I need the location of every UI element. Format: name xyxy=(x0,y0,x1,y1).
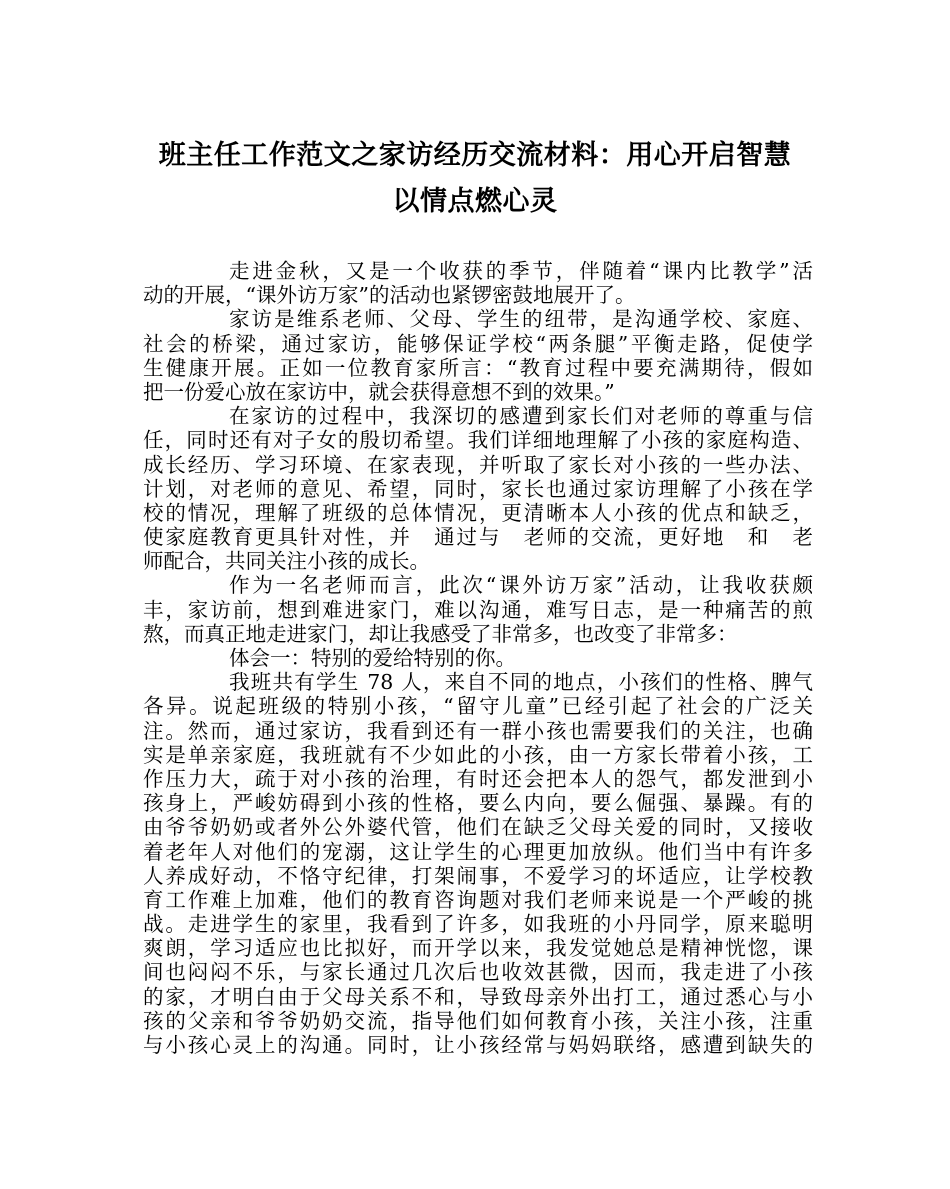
text-line: 丰，家访前，想到难进家门，难以沟通，难写日志，是一种痛苦的煎 xyxy=(143,597,813,622)
text-line: 熬，而真正地走进家门，却让我感受了非常多，也改变了非常多： xyxy=(143,621,738,646)
text-line: 与小孩心灵上的沟通。同时，让小孩经常与妈妈联络，感遭到缺失的 xyxy=(143,1033,813,1057)
text-line: 作压力大，疏于对小孩的治理，有时还会把本人的怨气，都发泄到小 xyxy=(143,766,813,791)
text-line: 计划，对老师的意见、希望，同时，家长也通过家访理解了小孩在学 xyxy=(143,476,813,501)
text-line: 任，同时还有对子女的殷切希望。我们详细地理解了小孩的家庭构造、 xyxy=(143,428,813,453)
text-line: 人养成好动，不恪守纪律，打架闹事，不爱学习的坏适应，让学校教 xyxy=(143,863,813,888)
text-line: 爽朗，学习适应也比拟好，而开学以来，我发觉她总是精神恍惚，课 xyxy=(143,936,813,961)
text-line: 在家访的过程中，我深切的感遭到家长们对老师的尊重与信 xyxy=(229,404,813,429)
text-line: 育工作难上加难，他们的教育咨询题对我们老师来说是一个严峻的挑 xyxy=(143,887,813,912)
text-line: 家访是维系老师、父母、学生的纽带，是沟通学校、家庭、 xyxy=(229,307,813,332)
text-line: 校的情况，理解了班级的总体情况，更清晰本人小孩的优点和缺乏， xyxy=(143,500,813,525)
text-line: 孩身上，严峻妨碍到小孩的性格，要么内向，要么倔强、暴躁。有的 xyxy=(143,791,813,816)
text-line: 我班共有学生 78 人，来自不同的地点，小孩们的性格、脾气 xyxy=(229,670,813,695)
text-line: 间也闷闷不乐，与家长通过几次后也收效甚微，因而，我走进了小孩 xyxy=(143,960,813,985)
text-line: 体会一：特别的爱给特别的你。 xyxy=(229,646,516,670)
text-line: 生健康开展。正如一位教育家所言：“教育过程中要充满期待，假如 xyxy=(143,355,813,380)
text-line: 战。走进学生的家里，我看到了许多，如我班的小丹同学，原来聪明 xyxy=(143,912,813,937)
text-line: 动的开展，“课外访万家”的活动也紧锣密鼓地展开了。 xyxy=(143,283,636,308)
text-line: 各异。说起班级的特别小孩，“留守儿童”已经引起了社会的广泛关 xyxy=(143,694,813,719)
text-line: 的家，才明白由于父母关系不和，导致母亲外出打工，通过悉心与小 xyxy=(143,984,813,1009)
text-line: 着老年人对他们的宠溺，这让学生的心理更加放纵。他们当中有许多 xyxy=(143,839,813,864)
text-line: 社会的桥梁，通过家访，能够保证学校“两条腿”平衡走路，促使学 xyxy=(143,331,813,356)
text-line: 孩的父亲和爷爷奶奶交流，指导他们如何教育小孩，关注小孩，注重 xyxy=(143,1008,813,1033)
text-line: 使家庭教育更具针对性，并 通过与 老师的交流，更好地 和 老 xyxy=(143,525,813,550)
text-line: 注。然而，通过家访，我看到还有一群小孩也需要我们的关注，也确 xyxy=(143,718,813,743)
document-body xyxy=(143,259,813,1057)
text-line: 作为一名老师而言，此次“课外访万家”活动，让我收获颇 xyxy=(229,573,813,598)
document-title-line-2: 以情点燃心灵 xyxy=(392,186,558,217)
text-line: 实是单亲家庭，我班就有不少如此的小孩，由一方家长带着小孩，工 xyxy=(143,742,813,767)
text-line: 师配合，共同关注小孩的成长。 xyxy=(143,549,430,574)
text-line: 走进金秋，又是一个收获的季节，伴随着“课内比教学”活 xyxy=(229,259,813,283)
text-line: 由爷爷奶奶或者外公外婆代管，他们在缺乏父母关爱的同时，又接收 xyxy=(143,815,813,840)
document-title-line-1: 班主任工作范文之家访经历交流材料：用心开启智慧 xyxy=(158,140,792,171)
text-line: 成长经历、学习环境、在家表现，并听取了家长对小孩的一些办法、 xyxy=(143,452,813,477)
text-line: 把一份爱心放在家访中，就会获得意想不到的效果。” xyxy=(143,379,615,404)
